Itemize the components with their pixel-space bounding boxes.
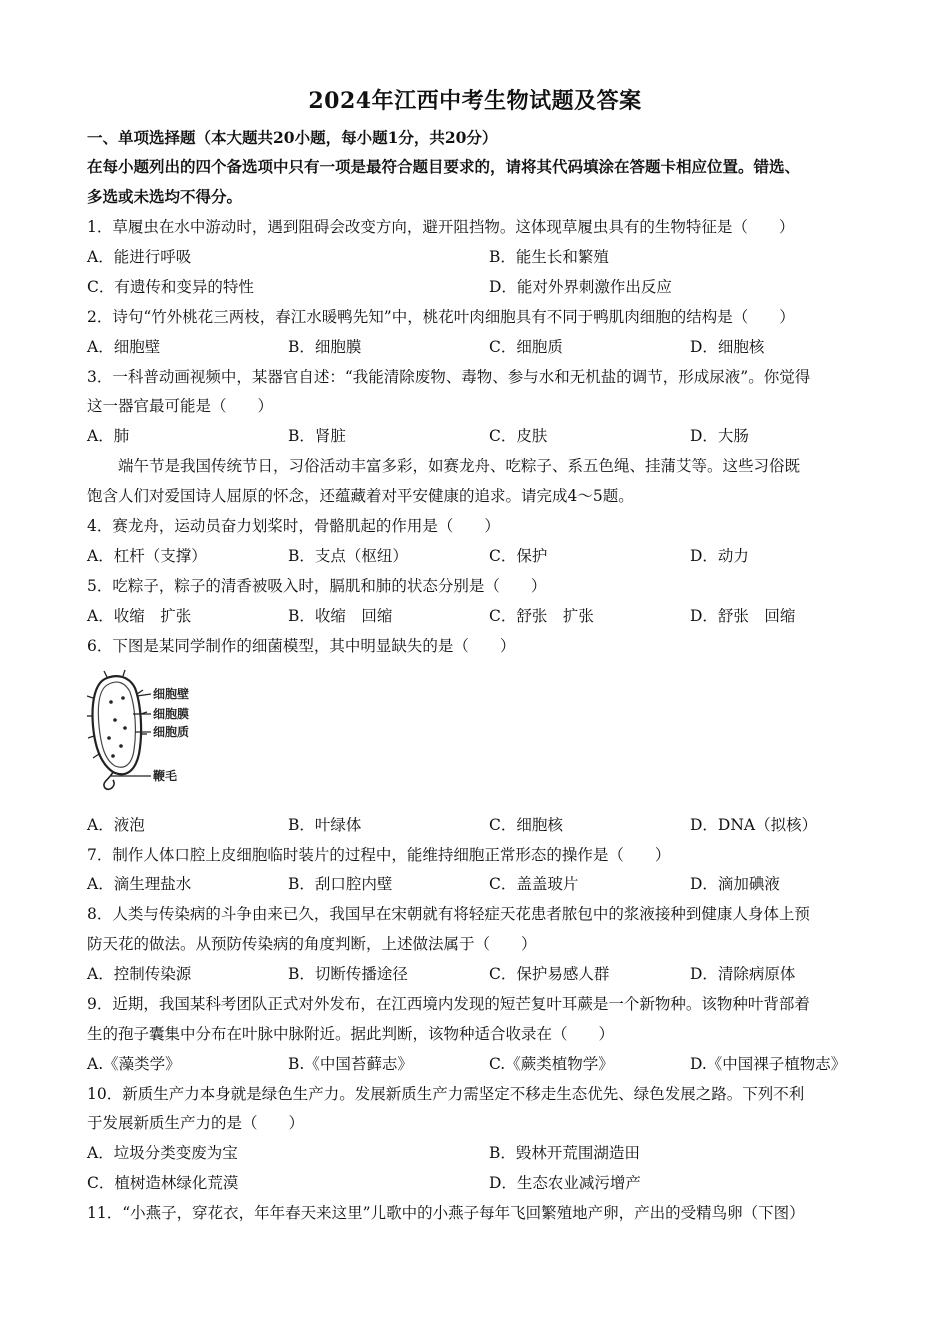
question-10-stem-line-1: 10．新质生产力本身就是绿色生产力。发展新质生产力需坚定不移走生态优先、绿色发展之路。下列不利 <box>87 1085 805 1103</box>
question-9-option-c: C.《蕨类植物学》 <box>489 1055 614 1073</box>
question-8-stem-line-2: 防天花的做法。从预防传染病的角度判断，上述做法属于（ ） <box>87 935 537 953</box>
question-5-option-b: B．收缩 回缩 <box>288 607 393 625</box>
figure-label-flagellum: 鞭毛 <box>153 769 178 783</box>
question-6-option-c: C．细胞核 <box>489 816 563 834</box>
question-1-option-c: C．有遗传和变异的特性 <box>87 278 254 296</box>
question-11-stem: 11．“小燕子，穿花衣，年年春天来这里”儿歌中的小燕子每年飞回繁殖地产卵，产出的受精鸟卵（下图） <box>87 1204 805 1222</box>
question-1-option-d: D．能对外界刺激作出反应 <box>489 278 672 296</box>
question-7-option-d: D．滴加碘液 <box>690 875 780 893</box>
figure-label-cell-membrane: 细胞膜 <box>153 707 190 721</box>
question-5-stem: 5．吃粽子，粽子的清香被吸入时，膈肌和肺的状态分别是（ ） <box>87 577 547 595</box>
question-7-option-b: B．刮口腔内壁 <box>288 875 393 893</box>
question-9-option-b: B.《中国苔藓志》 <box>288 1055 413 1073</box>
question-10-option-b: B．毁林开荒围湖造田 <box>489 1144 640 1162</box>
cell-membrane-outline <box>98 682 135 767</box>
question-3-stem-line-2: 这一器官最可能是（ ） <box>87 397 274 415</box>
question-6-stem: 6．下图是某同学制作的细菌模型，其中明显缺失的是（ ） <box>87 637 516 655</box>
question-9-stem-line-2: 生的孢子囊集中分布在叶脉中脉附近。据此判断，该物种适合收录在（ ） <box>87 1025 615 1043</box>
question-1-stem: 1．草履虫在水中游动时，遇到阻碍会改变方向，避开阻挡物。这体现草履虫具有的生物特征是（ ） <box>87 218 795 236</box>
question-5-option-d: D．舒张 回缩 <box>690 607 796 625</box>
question-4-option-b: B．支点（枢纽） <box>288 547 408 565</box>
question-5-option-c: C．舒张 扩张 <box>489 607 594 625</box>
question-3-option-a: A．肺 <box>87 427 130 445</box>
question-8-option-b: B．切断传播途径 <box>288 965 408 983</box>
bacteria-model-figure <box>87 668 217 792</box>
question-3-option-b: B．肾脏 <box>288 427 346 445</box>
question-3-option-d: D．大肠 <box>690 427 749 445</box>
question-8-option-d: D．清除病原体 <box>690 965 796 983</box>
page-title: 2024年江西中考生物试题及答案 <box>308 88 642 114</box>
passage-line-2: 饱含人们对爱国诗人屈原的怀念，还蕴藏着对平安健康的追求。请完成4～5题。 <box>87 487 634 505</box>
question-7-stem: 7．制作人体口腔上皮细胞临时装片的过程中，能维持细胞正常形态的操作是（ ） <box>87 846 671 864</box>
question-10-stem-line-2: 于发展新质生产力的是（ ） <box>87 1114 305 1132</box>
question-4-option-d: D．动力 <box>690 547 749 565</box>
question-6-option-d: D．DNA（拟核） <box>690 816 818 834</box>
label-leader-lines <box>111 694 151 776</box>
question-8-stem-line-1: 8．人类与传染病的斗争由来已久，我国早在宋朝就有将轻症天花患者脓包中的浆液接种到健康人身体上预 <box>87 905 810 923</box>
figure-label-cytoplasm: 细胞质 <box>153 725 190 739</box>
flagellum-icon <box>104 772 114 789</box>
passage-line-1: 端午节是我国传统节日，习俗活动丰富多彩，如赛龙舟、吃粽子、系五色绳、挂蒲艾等。这些习俗既 <box>118 457 801 475</box>
question-6-option-b: B．叶绿体 <box>288 816 362 834</box>
question-8-option-c: C．保护易感人群 <box>489 965 610 983</box>
question-2-option-a: A．细胞壁 <box>87 338 161 356</box>
instruction-line-2: 多选或未选均不得分。 <box>87 187 243 206</box>
question-2-option-d: D．细胞核 <box>690 338 765 356</box>
section-heading: 一、单项选择题（本大题共20小题，每小题1分，共20分） <box>87 128 498 147</box>
question-2-option-c: C．细胞质 <box>489 338 563 356</box>
question-4-option-c: C．保护 <box>489 547 548 565</box>
question-3-option-c: C．皮肤 <box>489 427 548 445</box>
cell-wall-outline <box>93 676 142 774</box>
question-2-stem: 2．诗句“竹外桃花三两枝，春江水暖鸭先知”中，桃花叶肉细胞具有不同于鸭肌肉细胞的结构是（ ） <box>87 308 795 326</box>
question-1-option-a: A．能进行呼吸 <box>87 248 192 266</box>
question-6-option-a: A．液泡 <box>87 816 145 834</box>
question-1-option-b: B．能生长和繁殖 <box>489 248 609 266</box>
figure-label-cell-wall: 细胞壁 <box>153 687 190 701</box>
question-9-stem-line-1: 9．近期，我国某科考团队正式对外发布，在江西境内发现的短芒复叶耳蕨是一个新物种。该物种叶背部着 <box>87 995 810 1013</box>
question-5-option-a: A．收缩 扩张 <box>87 607 192 625</box>
question-9-option-a: A.《藻类学》 <box>87 1055 181 1073</box>
question-7-option-c: C．盖盖玻片 <box>489 875 579 893</box>
question-8-option-a: A．控制传染源 <box>87 965 192 983</box>
question-7-option-a: A．滴生理盐水 <box>87 875 192 893</box>
question-4-stem: 4．赛龙舟，运动员奋力划桨时，骨骼肌起的作用是（ ） <box>87 517 500 535</box>
question-3-stem-line-1: 3．一科普动画视频中，某器官自述：“我能清除废物、毒物、参与水和无机盐的调节，形成尿液”。你觉得 <box>87 368 811 386</box>
instruction-line-1: 在每小题列出的四个备选项中只有一项是最符合题目要求的，请将其代码填涂在答题卡相应位置。错选、 <box>87 157 801 176</box>
question-9-option-d: D.《中国裸子植物志》 <box>690 1055 847 1073</box>
cytoplasm-dots <box>107 696 127 758</box>
question-4-option-a: A．杠杆（支撑） <box>87 547 207 565</box>
question-10-option-d: D．生态农业减污增产 <box>489 1174 641 1192</box>
question-2-option-b: B．细胞膜 <box>288 338 362 356</box>
question-10-option-a: A．垃圾分类变废为宝 <box>87 1144 238 1162</box>
question-10-option-c: C．植树造林绿化荒漠 <box>87 1174 239 1192</box>
